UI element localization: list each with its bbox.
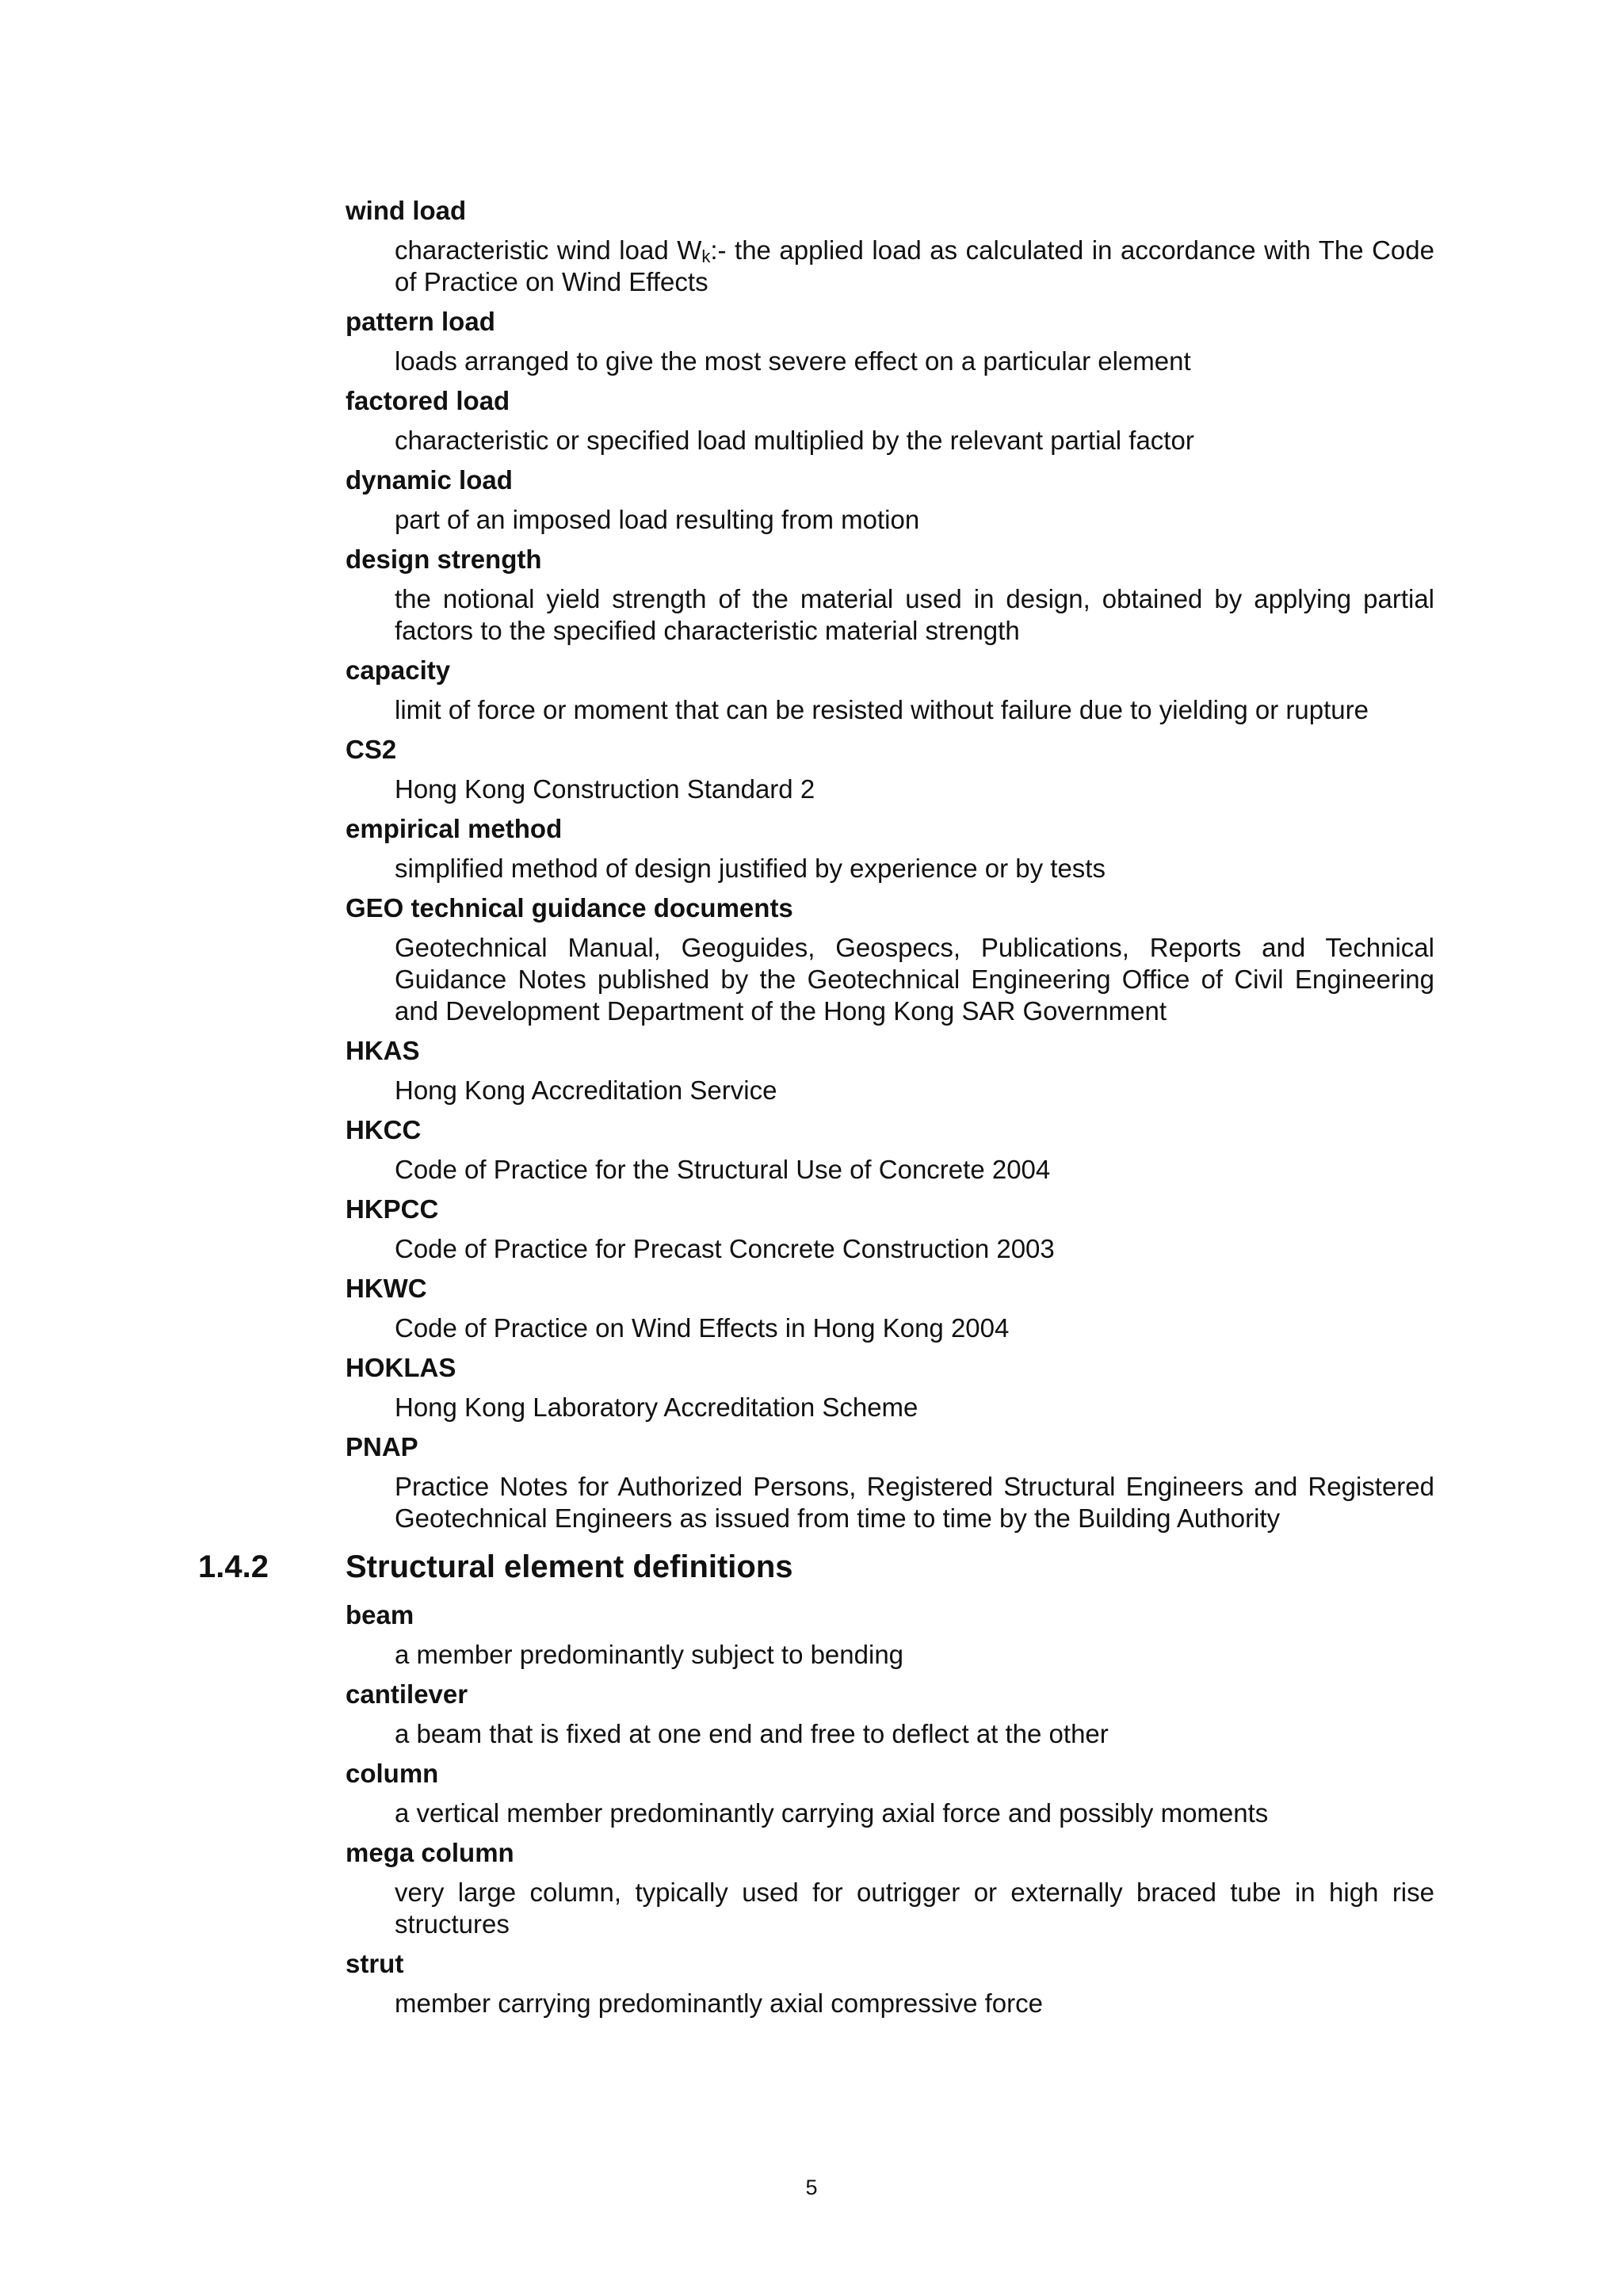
definition: a member predominantly subject to bending — [395, 1640, 904, 1669]
definition-entry — [346, 892, 1434, 1027]
definition-entry — [346, 1599, 1434, 1671]
definition: characteristic or specified load multiplied by the relevant partial factor — [395, 426, 1194, 455]
term: capacity — [346, 655, 451, 685]
definition-entry — [346, 1114, 1434, 1186]
definition-entry — [346, 306, 1434, 377]
term: factored load — [346, 386, 510, 415]
term: beam — [346, 1600, 414, 1629]
term: strut — [346, 1949, 404, 1978]
definition-entry — [346, 464, 1434, 536]
definition: Hong Kong Construction Standard 2 — [395, 774, 815, 804]
term: HKCC — [346, 1115, 422, 1144]
term: HKAS — [346, 1036, 420, 1065]
definition: the notional yield strength of the material used in design, obtained by applying partial factors to the specified characteristic material strength — [395, 584, 1434, 645]
definition-entry — [346, 385, 1434, 457]
definition-text: characteristic wind load W — [395, 235, 702, 265]
term: PNAP — [346, 1432, 418, 1461]
page-number: 5 — [805, 2176, 818, 2199]
definition-entry — [346, 1679, 1434, 1750]
definition-entry — [346, 655, 1434, 726]
term: HKWC — [346, 1274, 427, 1303]
definition-entry — [346, 195, 1434, 298]
section-number: 1.4.2 — [198, 1549, 269, 1584]
definition-entry — [346, 1194, 1434, 1265]
term: design strength — [346, 544, 542, 574]
definition: Practice Notes for Authorized Persons, Registered Structural Engineers and Registered Geotechnical Engineers as issued from time to time by the Building Authority — [395, 1472, 1434, 1533]
term: mega column — [346, 1838, 514, 1867]
term: HOKLAS — [346, 1353, 456, 1382]
term: wind load — [346, 196, 467, 225]
subscript: k — [701, 246, 711, 266]
definition-entry — [346, 544, 1434, 647]
term: CS2 — [346, 735, 397, 764]
section-title: Structural element definitions — [346, 1549, 793, 1584]
definition: a vertical member predominantly carrying axial force and possibly moments — [395, 1798, 1269, 1828]
definition-entry — [346, 1352, 1434, 1423]
definition-text: :- the applied load as calculated in accordance with The Code of Practice on Wind Effects — [395, 235, 1434, 296]
definition-entry — [346, 1273, 1434, 1344]
definition: loads arranged to give the most severe effect on a particular element — [395, 346, 1191, 376]
page-content — [198, 195, 1434, 2027]
definition: a beam that is fixed at one end and free to deflect at the other — [395, 1719, 1109, 1748]
definition: Code of Practice for Precast Concrete Construction 2003 — [395, 1234, 1055, 1263]
section-heading — [198, 1549, 1434, 1585]
definition: Hong Kong Laboratory Accreditation Scheme — [395, 1392, 918, 1422]
definition-entry — [346, 734, 1434, 805]
definition: member carrying predominantly axial compressive force — [395, 1988, 1043, 2018]
definition — [395, 235, 1434, 298]
definition-entry — [346, 813, 1434, 884]
definition: Hong Kong Accreditation Service — [395, 1075, 777, 1105]
term: empirical method — [346, 814, 563, 843]
definition: very large column, typically used for outrigger or externally braced tube in high rise structures — [395, 1878, 1434, 1939]
definition-entry — [346, 1758, 1434, 1829]
definition-entry — [346, 1431, 1434, 1534]
definition: Geotechnical Manual, Geoguides, Geospecs, Publications, Reports and Technical Guidance Notes published by the Geotechnical Engineering Office of Civil Engineering and Development Department of the Hong Kong SAR Government — [395, 933, 1434, 1026]
definition-entry — [346, 1837, 1434, 1940]
term: cantilever — [346, 1679, 468, 1709]
definition-entry — [346, 1948, 1434, 2019]
term: dynamic load — [346, 465, 513, 495]
term: GEO technical guidance documents — [346, 893, 793, 923]
definition: limit of force or moment that can be resisted without failure due to yielding or rupture — [395, 695, 1369, 724]
term: pattern load — [346, 307, 495, 336]
definition: Code of Practice for the Structural Use of Concrete 2004 — [395, 1155, 1051, 1184]
definition: part of an imposed load resulting from motion — [395, 505, 920, 534]
term: column — [346, 1759, 439, 1788]
definition-entry — [346, 1035, 1434, 1106]
definition: Code of Practice on Wind Effects in Hong Kong 2004 — [395, 1313, 1010, 1343]
term: HKPCC — [346, 1194, 439, 1224]
definition: simplified method of design justified by experience or by tests — [395, 854, 1106, 883]
